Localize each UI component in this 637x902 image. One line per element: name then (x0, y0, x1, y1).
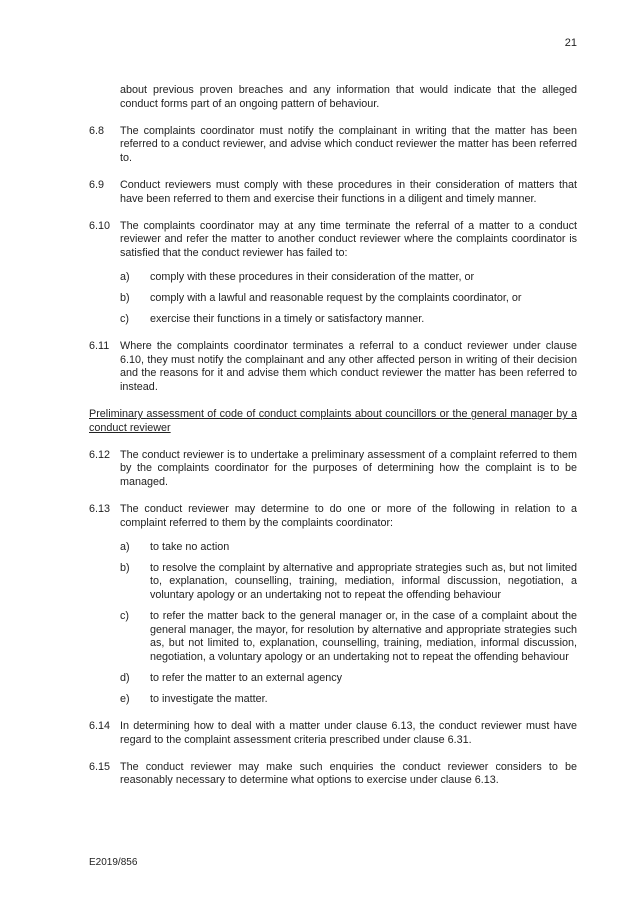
document-body (89, 84, 577, 802)
clause-6-13-list (120, 541, 577, 707)
list-item (120, 292, 577, 306)
clause-6-10 (89, 220, 577, 261)
list-item-label: c) (120, 313, 129, 326)
list-item-label: d) (120, 672, 130, 684)
clause-number: 6.14 (89, 720, 111, 733)
clause-text: The conduct reviewer is to undertake a preliminary assessment of a complaint referred to them by the complaints coordinator for the purposes of determining how the complaint is to be managed. (120, 448, 577, 488)
list-item-text: to refer the matter back to the general manager or, in the case of a complaint about the general manager, the mayor, for resolution by alternative and appropriate strategies such as, but not limited to, explanation, counselling, training, mediation, informal discussion, negotiation, a voluntary apology or an undertaking not to repeat the offending behaviour (150, 610, 577, 663)
list-item (120, 672, 577, 686)
list-item (120, 271, 577, 285)
clause-text: Where the complaints coordinator terminates a referral to a conduct reviewer under clause 6.10, they must notify the complainant and any other affected person in writing of their decision and the reasons for it and advise them which conduct reviewer the matter has been referred to instead. (120, 340, 577, 393)
list-item-text: exercise their functions in a timely or satisfactory manner. (150, 313, 425, 326)
clause-6-11 (89, 340, 577, 394)
clause-6-10-list (120, 271, 577, 327)
list-item-text: to refer the matter to an external agency (150, 672, 343, 684)
list-item (120, 541, 577, 555)
list-item-text: comply with a lawful and reasonable request by the complaints coordinator, or (150, 292, 522, 305)
section-heading: Preliminary assessment of code of conduct complaints about councillors or the general manager by a conduct reviewer (89, 408, 577, 434)
list-item-text: to investigate the matter. (150, 693, 268, 706)
continuation-text: about previous proven breaches and any information that would indicate that the alleged conduct forms part of an ongoing pattern of behaviour. (120, 84, 577, 110)
list-item-text: to take no action (150, 540, 230, 553)
list-item-label: c) (120, 610, 129, 623)
clause-6-12 (89, 449, 577, 490)
list-item-label: b) (120, 292, 130, 305)
clause-number: 6.15 (89, 760, 111, 773)
list-item-text: to resolve the complaint by alternative and appropriate strategies such as, but not limited to, explanation, counselling, training, mediation, informal discussion, negotiation, a voluntary apology or an undertaking not to repeat the offending behaviour (150, 561, 577, 602)
clause-text: The complaints coordinator must notify the complainant in writing that the matter has been referred to a conduct reviewer, and advise which conduct reviewer the matter has been referred to. (120, 124, 577, 164)
document-reference: E2019/856 (89, 857, 138, 868)
clause-number: 6.13 (89, 503, 111, 516)
clause-text: The complaints coordinator may at any time terminate the referral of a matter to a conduct reviewer and refer the matter to another conduct reviewer where the complaints coordinator is satisfied that the conduct reviewer has failed to: (120, 219, 577, 259)
list-item-label: b) (120, 561, 130, 574)
list-item (120, 693, 577, 707)
clause-number: 6.8 (89, 124, 105, 137)
list-item (120, 313, 577, 327)
list-item (120, 562, 577, 603)
clause-6-13 (89, 503, 577, 530)
clause-6-9 (89, 179, 577, 206)
page-number: 21 (564, 37, 577, 49)
clause-6-14 (89, 720, 577, 747)
list-item (120, 610, 577, 664)
list-item-label: a) (120, 270, 130, 283)
clause-text: The conduct reviewer may determine to do one or more of the following in relation to a complaint referred to them by the complaints coordinator: (120, 503, 577, 529)
list-item-text: comply with these procedures in their consideration of the matter, or (150, 270, 475, 283)
clause-text: The conduct reviewer may make such enquiries the conduct reviewer considers to be reasonably necessary to determine what options to exercise under clause 6.13. (120, 760, 577, 787)
list-item-label: e) (120, 693, 130, 706)
list-item-label: a) (120, 540, 130, 553)
clause-number: 6.9 (89, 178, 105, 191)
clause-6-15 (89, 761, 577, 788)
clause-text: In determining how to deal with a matter under clause 6.13, the conduct reviewer must have regard to the complaint assessment criteria prescribed under clause 6.31. (120, 720, 577, 746)
clause-text: Conduct reviewers must comply with these procedures in their consideration of matters that have been referred to them and exercise their functions in a diligent and timely manner. (120, 178, 577, 205)
clause-6-8 (89, 125, 577, 166)
clause-number: 6.10 (89, 219, 111, 232)
clause-number: 6.12 (89, 448, 111, 461)
clause-number: 6.11 (89, 340, 110, 353)
